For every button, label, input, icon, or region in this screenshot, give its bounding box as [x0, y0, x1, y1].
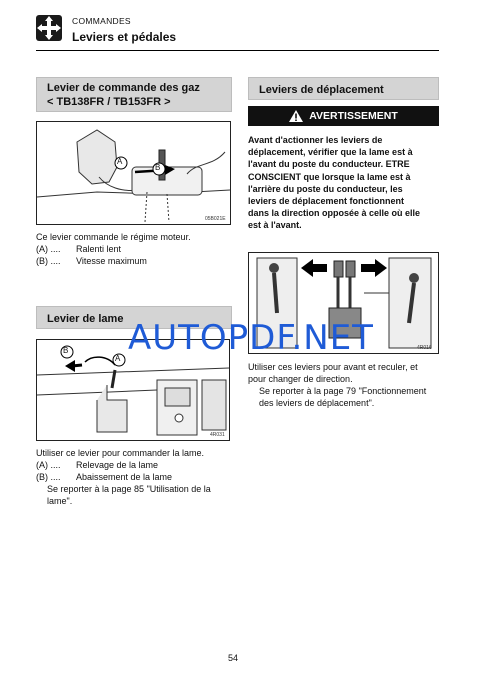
warning-label: AVERTISSEMENT — [309, 110, 398, 122]
travel-levers-title: Leviers de déplacement — [259, 84, 384, 96]
blade-lever-description: Utiliser ce levier pour commander la lame. — [36, 448, 205, 458]
travel-levers-description: Utiliser ces leviers pour avant et reculer, et pour changer de direction. — [248, 362, 418, 384]
gas-lever-figure — [36, 121, 231, 225]
watermark: AUTOPDF.NET — [128, 318, 374, 358]
gas-lever-illustration — [37, 122, 230, 224]
gas-lever-models: < TB138FR / TB153FR > — [47, 96, 171, 108]
warning-text: Avant d'actionner les leviers de déplacement, vérifier que la lame est à l'avant du poste du conducteur. ETRE CONSCIENT que lorsque la lame est à l'arrière du poste du conducteur, les leviers de déplacement fonctionnent dans la direction opposée à celle où elle est à l'avant. — [248, 135, 421, 231]
figure-code: 4R016 — [417, 345, 432, 351]
page-number: 54 — [228, 653, 239, 663]
warning-triangle-icon — [289, 110, 303, 122]
travel-levers-text — [248, 361, 443, 409]
figure-code: 05B021E — [205, 216, 226, 222]
gas-lever-text — [36, 231, 236, 267]
gas-lever-title: Levier de commande des gaz — [47, 82, 200, 94]
blade-lever-title: Levier de lame — [47, 313, 124, 325]
list-item: (A) .... Relevage de la lame — [36, 460, 159, 470]
list-item: (B) .... Abaissement de la lame — [36, 472, 173, 482]
list-item: (B) .... Vitesse maximum — [36, 256, 147, 266]
figure-code: 4R031 — [210, 432, 225, 438]
page-title: Leviers et pédales — [72, 30, 177, 44]
gas-lever-description: Ce levier commande le régime moteur. — [36, 232, 191, 242]
list-item: (A) .... Ralenti lent — [36, 244, 122, 254]
travel-levers-heading — [248, 77, 439, 100]
callout-a: A — [115, 354, 121, 363]
header-divider — [36, 50, 439, 51]
section-name: COMMANDES — [72, 16, 131, 26]
gas-lever-heading — [36, 77, 232, 112]
travel-levers-reference: Se reporter à la page 79 "Fonctionnement des leviers de déplacement". — [259, 386, 427, 408]
blade-lever-reference: Se reporter à la page 85 "Utilisation de la lame". — [47, 484, 211, 506]
warning-banner — [248, 106, 439, 126]
callout-a: A — [117, 157, 123, 166]
controls-icon — [36, 15, 62, 41]
callout-b: B — [155, 163, 161, 172]
blade-lever-text — [36, 447, 236, 507]
callout-b: B — [63, 346, 69, 355]
